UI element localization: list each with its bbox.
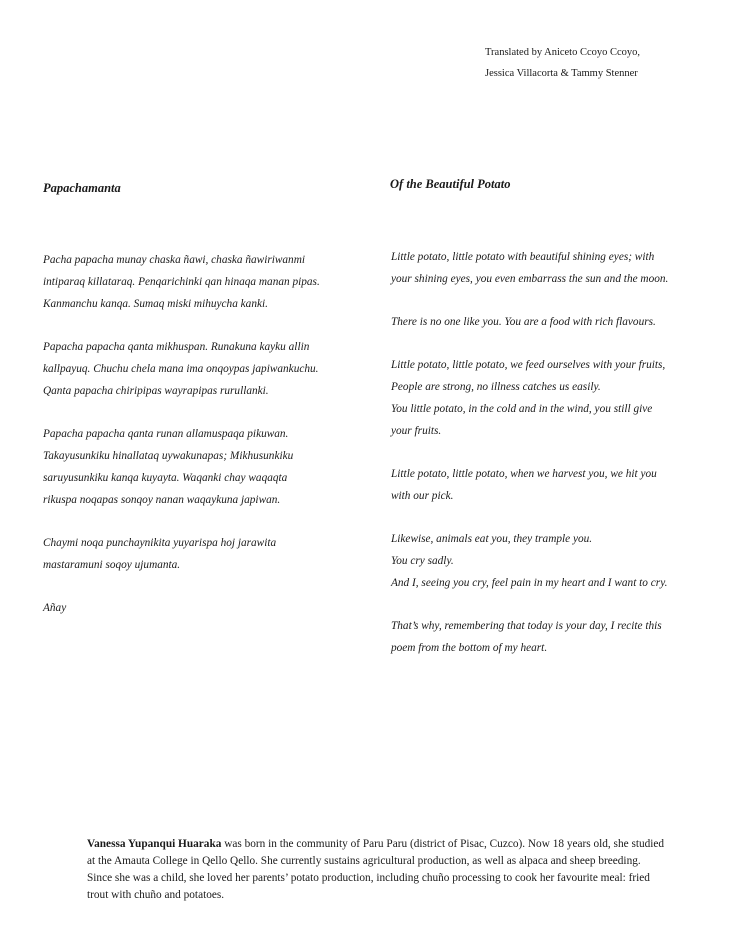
- poem-line: intiparaq killataraq. Penqarichinki qan hinaqa manan pipas.: [43, 276, 320, 288]
- poem-line: Papacha papacha qanta mikhuspan. Runakuna kayku allin: [43, 341, 310, 353]
- poem-line: People are strong, no illness catches us easily.: [391, 381, 601, 393]
- poem-line: You little potato, in the cold and in the wind, you still give: [391, 403, 653, 415]
- poem-line: your fruits.: [391, 425, 442, 437]
- poem-line: with our pick.: [391, 490, 454, 502]
- poem-stanza: [391, 311, 701, 333]
- poem-line: mastaramuni soqoy ujumanta.: [43, 559, 181, 571]
- poem-line: Pacha papacha munay chaska ñawi, chaska ñawiriwanmi: [43, 254, 305, 266]
- quechua-poem: [43, 249, 363, 640]
- poem-line: You cry sadly.: [391, 555, 454, 567]
- poem-line: And I, seeing you cry, feel pain in my heart and I want to cry.: [391, 577, 668, 589]
- poem-stanza: [43, 597, 363, 619]
- poem-stanza: [391, 246, 701, 290]
- poem-stanza: [391, 615, 701, 659]
- credit-line-2: Jessica Villacorta & Tammy Stenner: [485, 68, 638, 79]
- poem-line: kallpayuq. Chuchu chela mana ima onqoypas japiwankuchu.: [43, 363, 319, 375]
- poem-stanza: [43, 336, 363, 402]
- poem-line: Little potato, little potato, when we harvest you, we hit you: [391, 468, 657, 480]
- poem-line: Little potato, little potato with beautiful shining eyes; with: [391, 251, 655, 263]
- poem-line: Añay: [43, 602, 67, 614]
- poem-line: your shining eyes, you even embarrass the sun and the moon.: [391, 273, 669, 285]
- poem-stanza: [391, 354, 701, 442]
- poem-line: rikuspa noqapas sonqoy nanan waqaykuna japiwan.: [43, 494, 281, 506]
- poem-line: Takayusunkiku hinallataq uywakunapas; Mikhusunkiku: [43, 450, 294, 462]
- poem-line: That’s why, remembering that today is your day, I recite this: [391, 620, 662, 632]
- translator-credit: [485, 42, 715, 84]
- poem-line: poem from the bottom of my heart.: [391, 642, 548, 654]
- poem-line: saruyusunkiku kanqa kuyayta. Waqanki chay waqaqta: [43, 472, 288, 484]
- author-name: Vanessa Yupanqui Huaraka: [87, 838, 222, 850]
- credit-line-1: Translated by Aniceto Ccoyo Ccoyo,: [485, 47, 641, 58]
- poem-stanza: [391, 528, 701, 594]
- poem-stanza: [43, 423, 363, 511]
- quechua-poem-title: Papachamanta: [43, 181, 121, 195]
- poem-stanza: [43, 532, 363, 576]
- poem-line: Qanta papacha chiripipas wayrapipas rurullanki.: [43, 385, 269, 397]
- english-poem-title: Of the Beautiful Potato: [390, 177, 511, 191]
- poem-line: Papacha papacha qanta runan allamuspaqa pikuwan.: [43, 428, 289, 440]
- poem-stanza: [391, 463, 701, 507]
- author-bio-text: was born in the community of Paru Paru (district of Pisac, Cuzco). Now 18 years old, she studied at the Amauta College in Qello Qello. She currently sustains agricultural production, as well as alpaca and sheep breeding. Since she was a child, she loved her parents’ potato production, including chuño processing to cook her favourite meal: fried trout with chuño and potatoes.: [87, 838, 665, 901]
- poem-line: There is no one like you. You are a food with rich flavours.: [391, 316, 656, 328]
- poem-line: Chaymi noqa punchaynikita yuyarispa hoj jarawita: [43, 537, 277, 549]
- poem-line: Likewise, animals eat you, they trample you.: [391, 533, 593, 545]
- poem-line: Little potato, little potato, we feed ourselves with your fruits,: [391, 359, 666, 371]
- poem-stanza: [43, 249, 363, 315]
- poem-line: Kanmanchu kanqa. Sumaq miski mihuycha kanki.: [43, 298, 268, 310]
- author-bio: [87, 836, 667, 904]
- english-poem: [391, 246, 701, 680]
